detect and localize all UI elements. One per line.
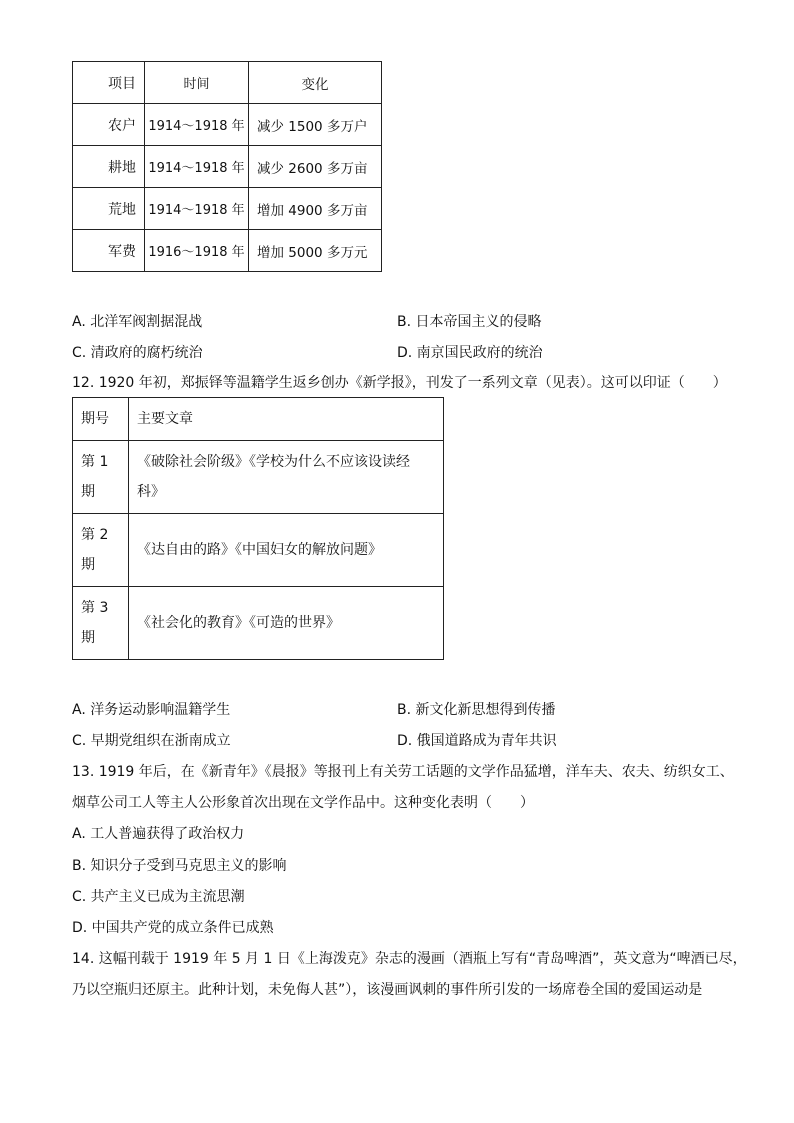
q12-option-d: D. 俄国道路成为青年共识 [397, 733, 557, 749]
q12-option-c: C. 早期党组织在浙南成立 [72, 733, 231, 749]
table-header-cell: 时间 [145, 62, 249, 104]
q13-option-c: C. 共产主义已成为主流思潮 [72, 889, 245, 905]
q13-stem-line1: 13. 1919 年后，在《新青年》《晨报》等报刊上有关劳工话题的文学作品猛增，洋车夫、农夫、纺织女工、 [72, 764, 734, 780]
q12-option-b: B. 新文化新思想得到传播 [397, 702, 556, 718]
table-cell: 增加 4900 多万亩 [249, 188, 382, 230]
table-cell: 1914～1918 年 [145, 104, 249, 146]
table-header-row [73, 398, 444, 441]
table-cell: 农户 [73, 104, 145, 146]
q11-option-c: C. 清政府的腐朽统治 [72, 345, 203, 361]
table-cell: 增加 5000 多万元 [249, 230, 382, 272]
table-cell [73, 514, 129, 587]
table-cell: 《达自由的路》《中国妇女的解放问题》 [129, 514, 444, 587]
q14-stem-line1: 14. 这幅刊载于 1919 年 5 月 1 日《上海泼克》杂志的漫画（酒瓶上写有“青岛啤酒”，英文意为“啤酒已尽， [72, 951, 747, 967]
table-cell: 军费 [73, 230, 145, 272]
q12-stem: 12. 1920 年初，郑振铎等温籍学生返乡创办《新学报》，刊发了一系列文章（见表）。这可以印证（ ） [72, 375, 727, 391]
q13-option-d: D. 中国共产党的成立条件已成熟 [72, 920, 274, 936]
table-cell [73, 587, 129, 660]
table-cell: 1914～1918 年 [145, 188, 249, 230]
table-header-row [73, 62, 382, 104]
statistics-table [72, 61, 382, 272]
q11-option-a: A. 北洋军阀割据混战 [72, 314, 203, 330]
table-cell: 减少 1500 多万户 [249, 104, 382, 146]
issue-number: 第 1 [81, 454, 109, 470]
table-header-cell: 项目 [73, 62, 145, 104]
table-cell: 1916～1918 年 [145, 230, 249, 272]
issue-suffix: 期 [81, 484, 95, 500]
table-cell: 1914～1918 年 [145, 146, 249, 188]
table-header-cell: 主要文章 [129, 398, 444, 441]
table-header-cell: 期号 [73, 398, 129, 441]
q13-stem-line2: 烟草公司工人等主人公形象首次出现在文学作品中。这种变化表明（ ） [72, 795, 534, 811]
table-row [73, 230, 382, 272]
table-cell: 《社会化的教育》《可造的世界》 [129, 587, 444, 660]
article-line: 《破除社会阶级》《学校为什么不应该设读经 [137, 454, 410, 470]
q13-option-a: A. 工人普遍获得了政治权力 [72, 826, 245, 842]
article-line: 科》 [137, 484, 165, 500]
q12-option-a: A. 洋务运动影响温籍学生 [72, 702, 231, 718]
table-row [73, 188, 382, 230]
q13-option-b: B. 知识分子受到马克思主义的影响 [72, 858, 287, 874]
issue-number: 第 2 [81, 527, 109, 543]
table-row [73, 146, 382, 188]
table-row [73, 514, 444, 587]
q11-option-d: D. 南京国民政府的统治 [397, 345, 543, 361]
table-cell: 荒地 [73, 188, 145, 230]
table-cell: 减少 2600 多万亩 [249, 146, 382, 188]
table-cell: 耕地 [73, 146, 145, 188]
q14-stem-line2: 乃以空瓶归还原主。此种计划，未免侮人甚”），该漫画讽刺的事件所引发的一场席卷全国的爱国运动是 [72, 982, 703, 998]
issue-number: 第 3 [81, 600, 109, 616]
issue-suffix: 期 [81, 557, 95, 573]
table-row [73, 587, 444, 660]
table-header-cell: 变化 [249, 62, 382, 104]
journal-table [72, 397, 444, 660]
q11-option-b: B. 日本帝国主义的侵略 [397, 314, 542, 330]
issue-suffix: 期 [81, 630, 95, 646]
table-cell [73, 441, 129, 514]
table-row [73, 104, 382, 146]
table-cell [129, 441, 444, 514]
table-row [73, 441, 444, 514]
